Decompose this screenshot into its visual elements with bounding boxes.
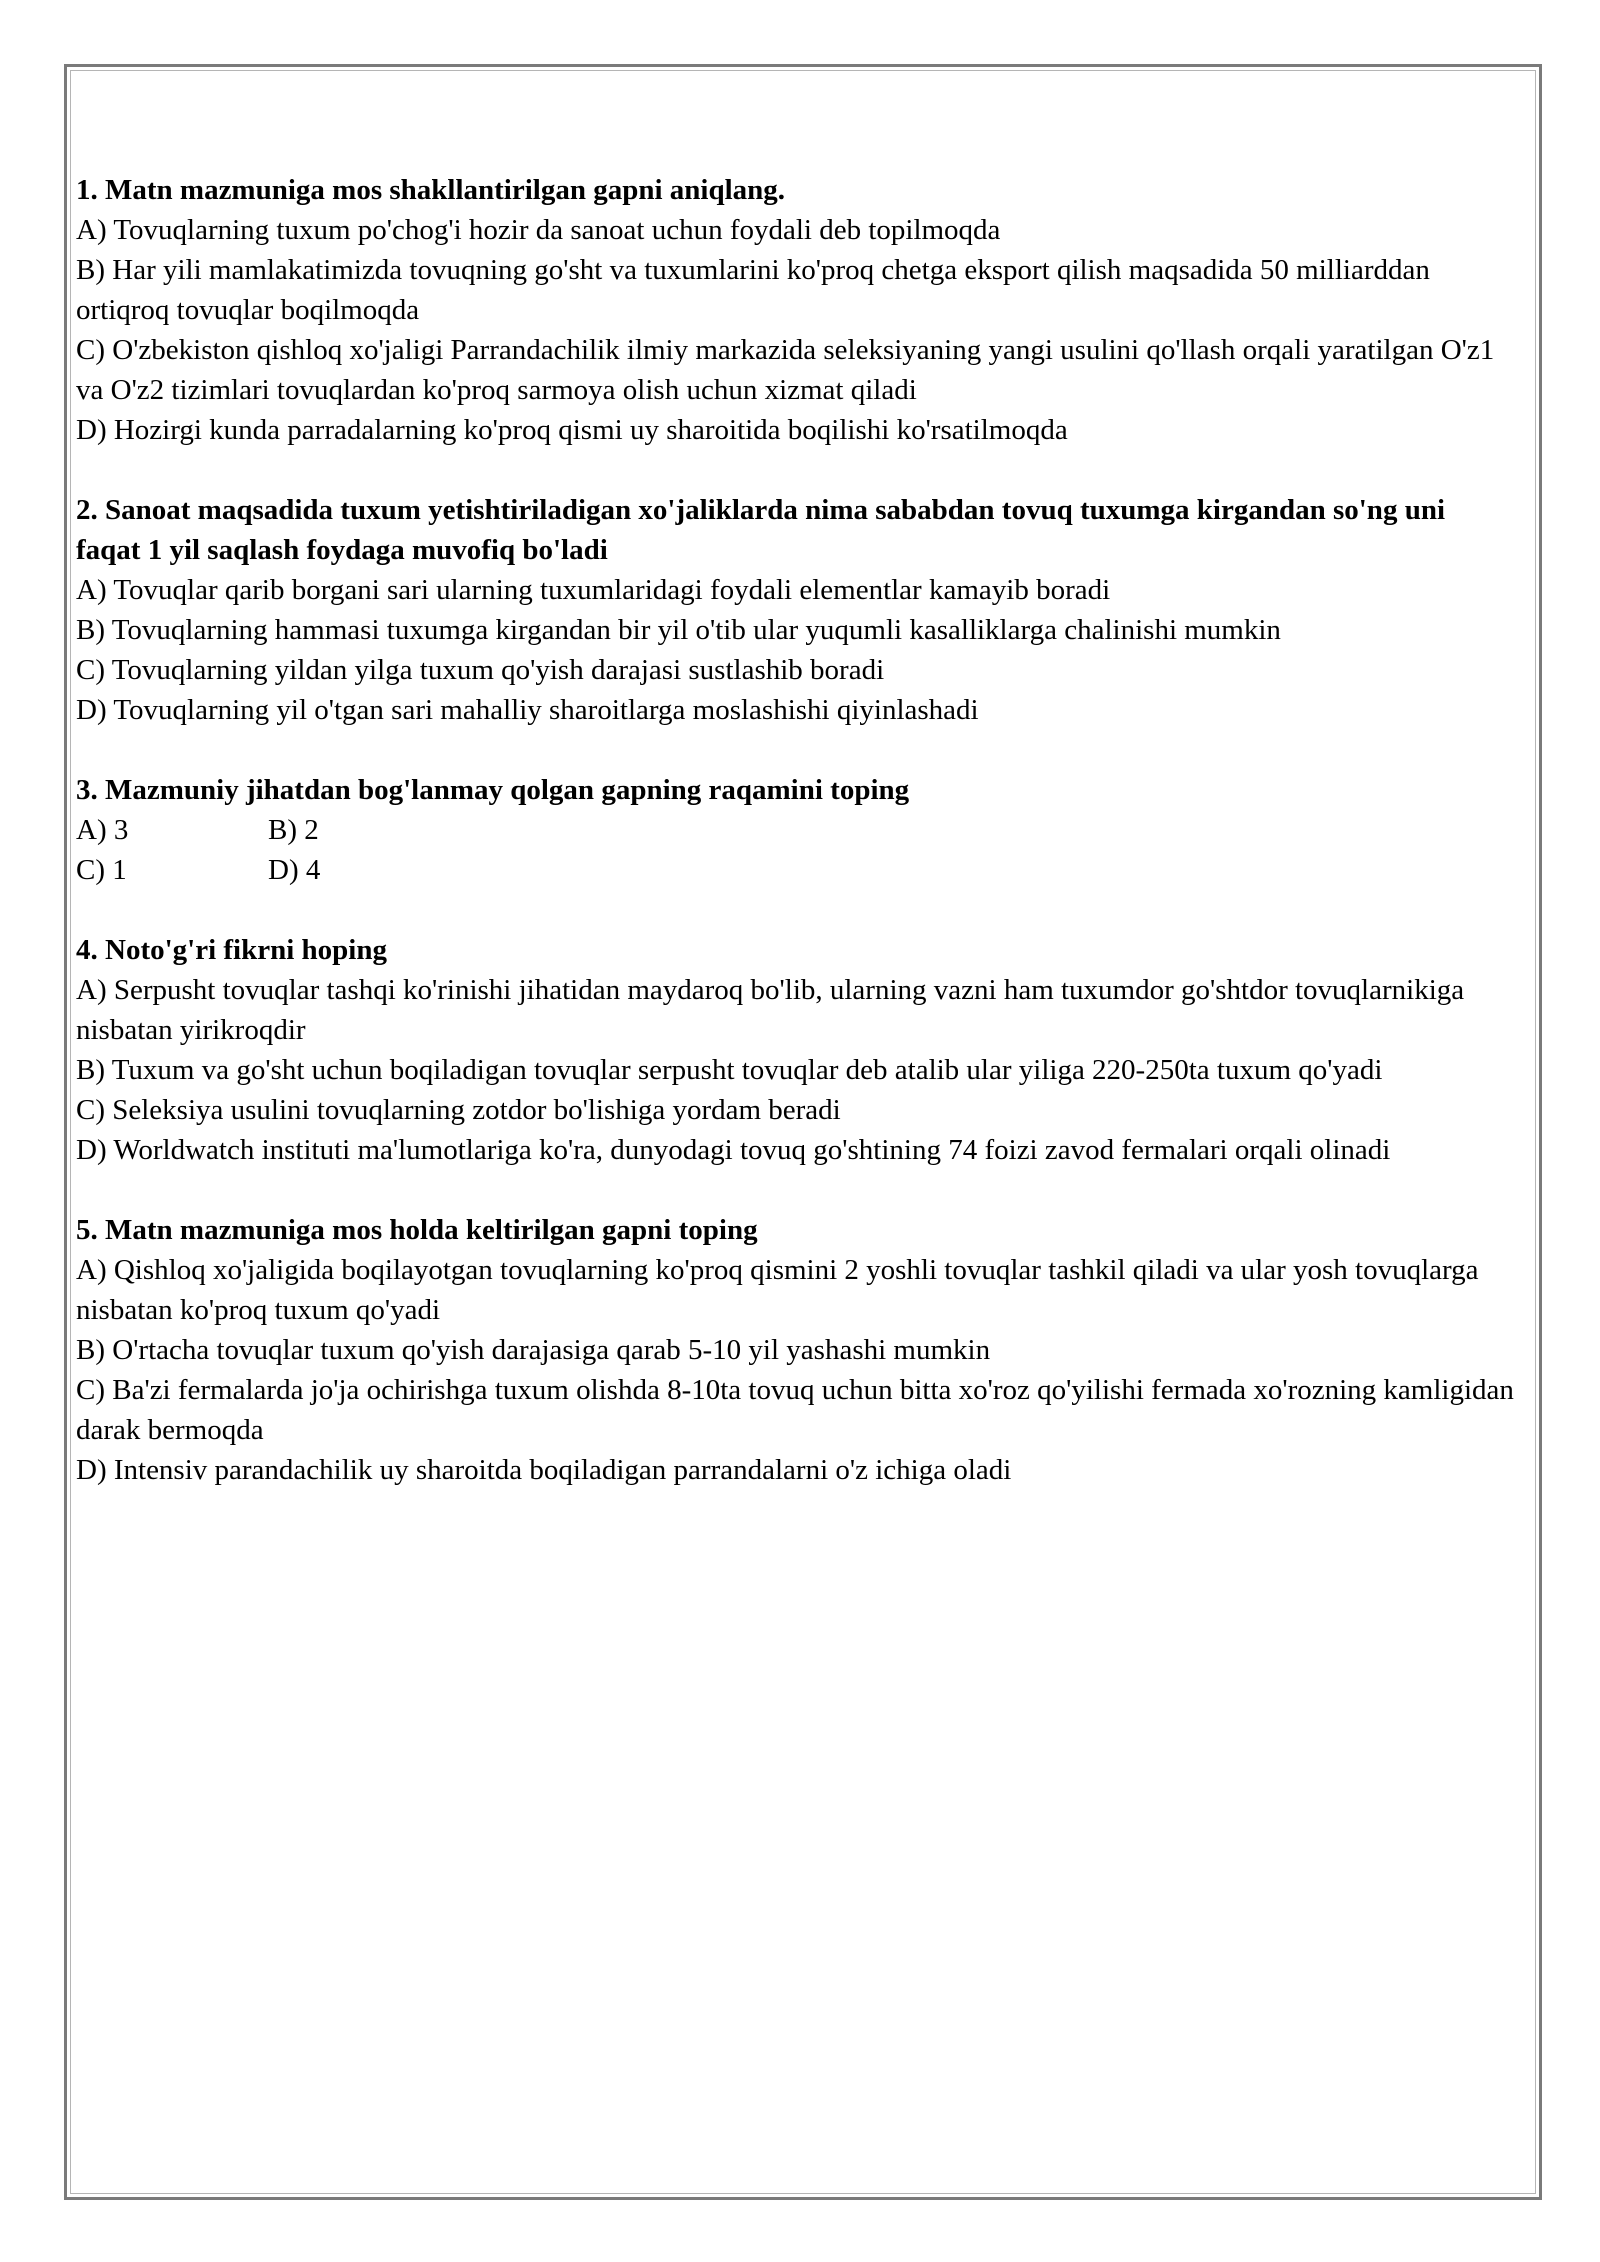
question-title: 4. Noto'g'ri fikrni hoping [76, 934, 387, 966]
question-1 [76, 170, 1516, 450]
questions-container [76, 170, 1516, 1530]
option-b: B) Har yili mamlakatimizda tovuqning go'sht va tuxumlarini ko'proq chetga eksport qilish maqsadida 50 milliarddan ortiqroq tovuqlar boqilmoqda [76, 254, 1430, 326]
option-d: D) Tovuqlarning yil o'tgan sari mahalliy sharoitlarga moslashishi qiyinlashadi [76, 694, 979, 726]
option-d: D) Hozirgi kunda parradalarning ko'proq qismi uy sharoitida boqilishi ko'rsatilmoqda [76, 414, 1068, 446]
question-3 [76, 770, 1516, 890]
option-c: C) Seleksiya usulini tovuqlarning zotdor bo'lishiga yordam beradi [76, 1094, 841, 1126]
option-c: C) O'zbekiston qishloq xo'jaligi Parrandachilik ilmiy markazida seleksiyaning yangi usulini qo'llash orqali yaratilgan O'z1 va O'z2 tizimlari tovuqlardan ko'proq sarmoya olish uchun xizmat qiladi [76, 334, 1495, 406]
option-b: B) Tuxum va go'sht uchun boqiladigan tovuqlar serpusht tovuqlar deb atalib ular yiliga 220-250ta tuxum qo'yadi [76, 1054, 1383, 1086]
question-4 [76, 930, 1516, 1170]
option-d: D) Worldwatch instituti ma'lumotlariga ko'ra, dunyodagi tovuq go'shtining 74 foizi zavod fermalari orqali olinadi [76, 1134, 1391, 1166]
option-a: A) Qishloq xo'jaligida boqilayotgan tovuqlarning ko'proq qismini 2 yoshli tovuqlar tashkil qiladi va ular yosh tovuqlarga nisbatan ko'proq tuxum qo'yadi [76, 1254, 1479, 1326]
option-b: B) 2 [268, 814, 319, 846]
question-5 [76, 1210, 1516, 1490]
option-a: A) Serpusht tovuqlar tashqi ko'rinishi jihatidan maydaroq bo'lib, ularning vazni ham tuxumdor go'shtdor tovuqlarnikiga nisbatan yirikroqdir [76, 974, 1465, 1046]
question-title: 3. Mazmuniy jihatdan bog'lanmay qolgan gapning raqamini toping [76, 774, 910, 806]
option-c: C) 1 [76, 854, 127, 886]
question-title: 2. Sanoat maqsadida tuxum yetishtiriladigan xo'jaliklarda nima sababdan tovuq tuxumga kirgandan so'ng uni faqat 1 yil saqlash foydaga muvofiq bo'ladi [76, 494, 1446, 566]
options-grid [76, 810, 1516, 890]
option-c: C) Tovuqlarning yildan yilga tuxum qo'yish darajasi sustlashib boradi [76, 654, 885, 686]
option-d: D) 4 [268, 854, 321, 886]
option-a: A) Tovuqlar qarib borgani sari ularning tuxumlaridagi foydali elementlar kamayib boradi [76, 574, 1111, 606]
question-2 [76, 490, 1516, 730]
question-title: 1. Matn mazmuniga mos shakllantirilgan gapni aniqlang. [76, 174, 786, 206]
option-d: D) Intensiv parandachilik uy sharoitda boqiladigan parrandalarni o'z ichiga oladi [76, 1454, 1012, 1486]
option-b: B) Tovuqlarning hammasi tuxumga kirgandan bir yil o'tib ular yuqumli kasalliklarga chalinishi mumkin [76, 614, 1281, 646]
question-title: 5. Matn mazmuniga mos holda keltirilgan gapni toping [76, 1214, 758, 1246]
option-b: B) O'rtacha tovuqlar tuxum qo'yish darajasiga qarab 5-10 yil yashashi mumkin [76, 1334, 991, 1366]
option-a: A) 3 [76, 814, 129, 846]
option-a: A) Tovuqlarning tuxum po'chog'i hozir da sanoat uchun foydali deb topilmoqda [76, 214, 1001, 246]
option-c: C) Ba'zi fermalarda jo'ja ochirishga tuxum olishda 8-10ta tovuq uchun bitta xo'roz qo'yilishi fermada xo'rozning kamligidan darak bermoqda [76, 1374, 1514, 1446]
